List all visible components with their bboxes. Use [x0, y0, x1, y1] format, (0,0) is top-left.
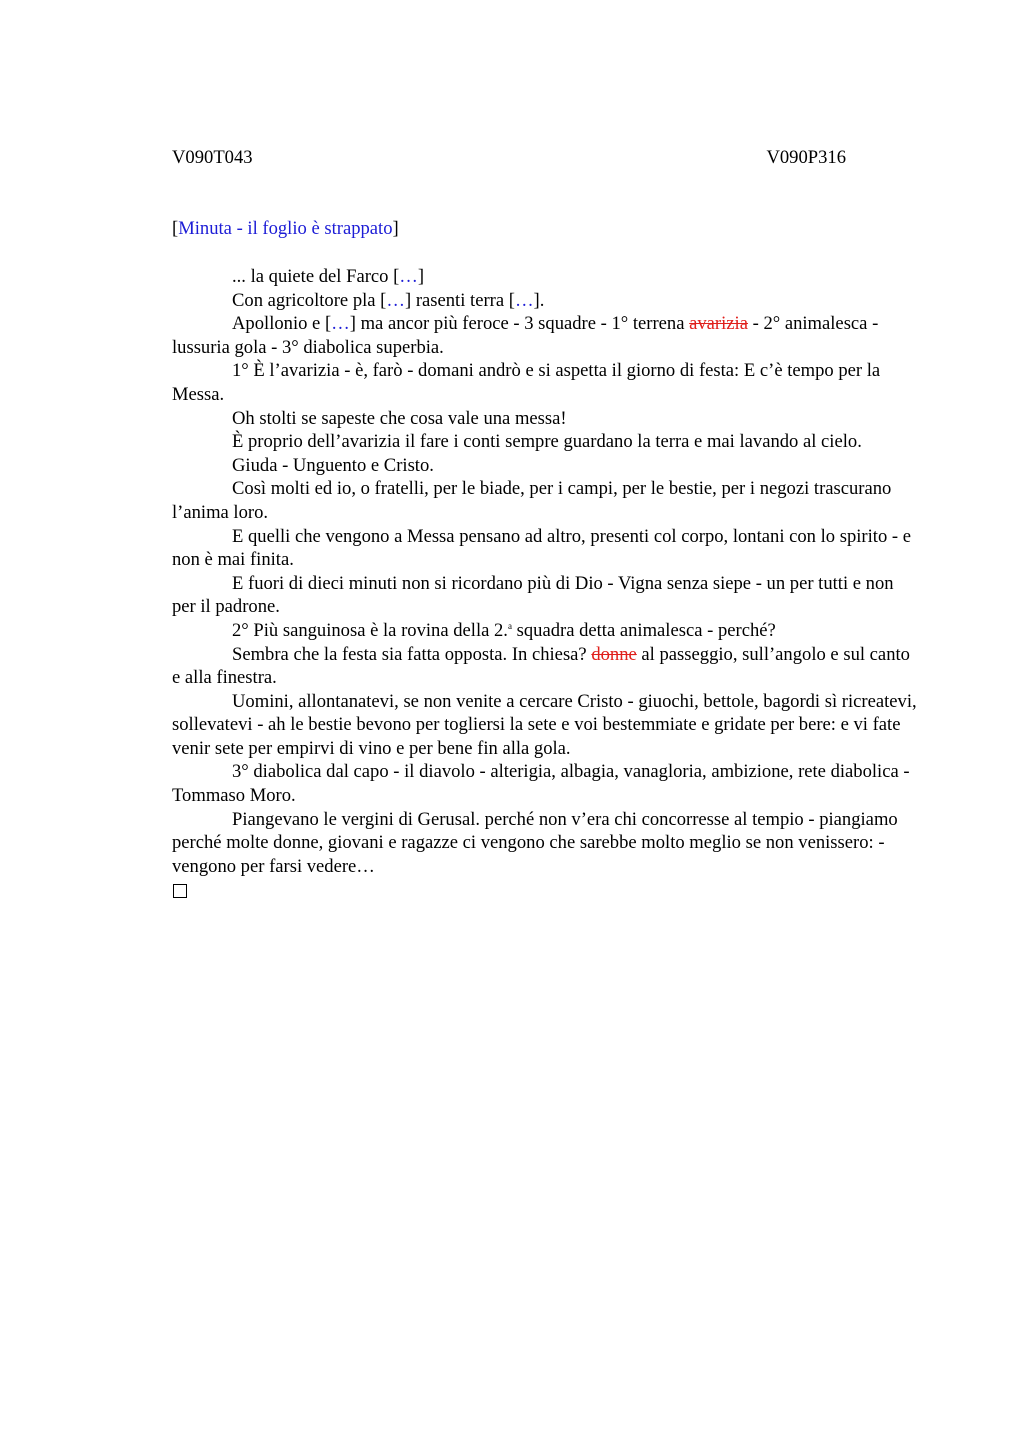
text-span: squadra detta animalesca - perché?: [511, 619, 776, 641]
square-outline-icon: [173, 884, 187, 898]
paragraph-11: [172, 619, 920, 643]
paragraph-5: Oh stolti se sapeste che cosa vale una messa!: [232, 407, 567, 429]
text-span: ]: [417, 266, 425, 287]
text-span: ] ma ancor più feroce - 3 squadre - 1° terrena: [349, 313, 690, 335]
paragraph-9: E quelli che vengono a Messa pensano ad altro, presenti col corpo, lontani con lo spirito - e non è mai finita.: [172, 525, 911, 571]
lacuna-marker: …: [514, 289, 534, 311]
deleted-word: avarizia: [689, 313, 748, 335]
paragraph-3: [172, 312, 920, 359]
text-span: - 2° animalesca - lussuria gola - 3° diabolica superbia.: [172, 313, 879, 358]
text-span: ] rasenti terra [: [404, 289, 515, 311]
paragraph-4: 1° È l’avarizia - è, farò - domani andrò e si aspetta il giorno di festa: E c’è tempo per la Messa.: [172, 360, 881, 405]
note-close-bracket: ]: [392, 218, 399, 239]
text-span: Con agricoltore pla [: [232, 289, 387, 311]
text-span: al passeggio, sull’angolo e sul canto e alla finestra.: [172, 643, 910, 689]
text-span: ].: [533, 289, 545, 311]
document-body: [172, 265, 920, 898]
page-code-right: V090P316: [766, 147, 846, 168]
paragraph-6: È proprio dell’avarizia il fare i conti sempre guardano la terra e mai lavando al cielo.: [232, 431, 862, 453]
lacuna-marker: …: [399, 266, 418, 287]
document-header: [172, 146, 846, 170]
text-span: Sembra che la festa sia fatta opposta. In chiesa?: [232, 643, 592, 665]
note-text: Minuta - il foglio è strappato: [178, 218, 393, 239]
paragraph-13: Uomini, allontanatevi, se non venite a cercare Cristo - giuochi, bettole, bagordi sì ricreatevi, sollevatevi - ah le bestie bevono per togliersi la sete e voi bestemmiate e gridate per bere: e vi fate venir sete per empirvi di vino e per bene fin alla gola.: [172, 690, 917, 759]
paragraph-10: E fuori di dieci minuti non si ricordano più di Dio - Vigna senza siepe - un per tutti e non per il padrone.: [172, 572, 894, 618]
paragraph-7: Giuda - Unguento e Cristo.: [232, 454, 434, 476]
superscript: a: [507, 620, 512, 631]
editorial-note: [172, 217, 399, 241]
paragraph-14: 3° diabolica dal capo - il diavolo - alterigia, albagia, vanagloria, ambizione, rete diabolica - Tommaso Moro.: [172, 761, 910, 807]
paragraph-1: [172, 265, 920, 289]
text-span: 2° Più sanguinosa è la rovina della 2.: [232, 619, 508, 641]
paragraph-2: [172, 289, 920, 313]
text-span: Apollonio e [: [232, 313, 332, 335]
note-open-bracket: [: [172, 218, 179, 239]
paragraph-12: [172, 643, 920, 690]
lacuna-marker: …: [331, 313, 350, 335]
text-span: ... la quiete del Farco [: [232, 266, 400, 287]
paragraph-15: Piangevano le vergini di Gerusal. perché non v’era chi concorresse al tempio - piangiamo perché molte donne, giovani e ragazze ci vengono che sarebbe molto meglio se non venissero: - vengono per farsi vedere…: [172, 808, 898, 877]
paragraph-8: Così molti ed io, o fratelli, per le biade, per i campi, per le bestie, per i negozi trascurano l’anima loro.: [172, 478, 892, 523]
deleted-word: donne: [591, 643, 637, 665]
lacuna-marker: …: [386, 289, 405, 311]
document-code-left: V090T043: [172, 147, 253, 168]
